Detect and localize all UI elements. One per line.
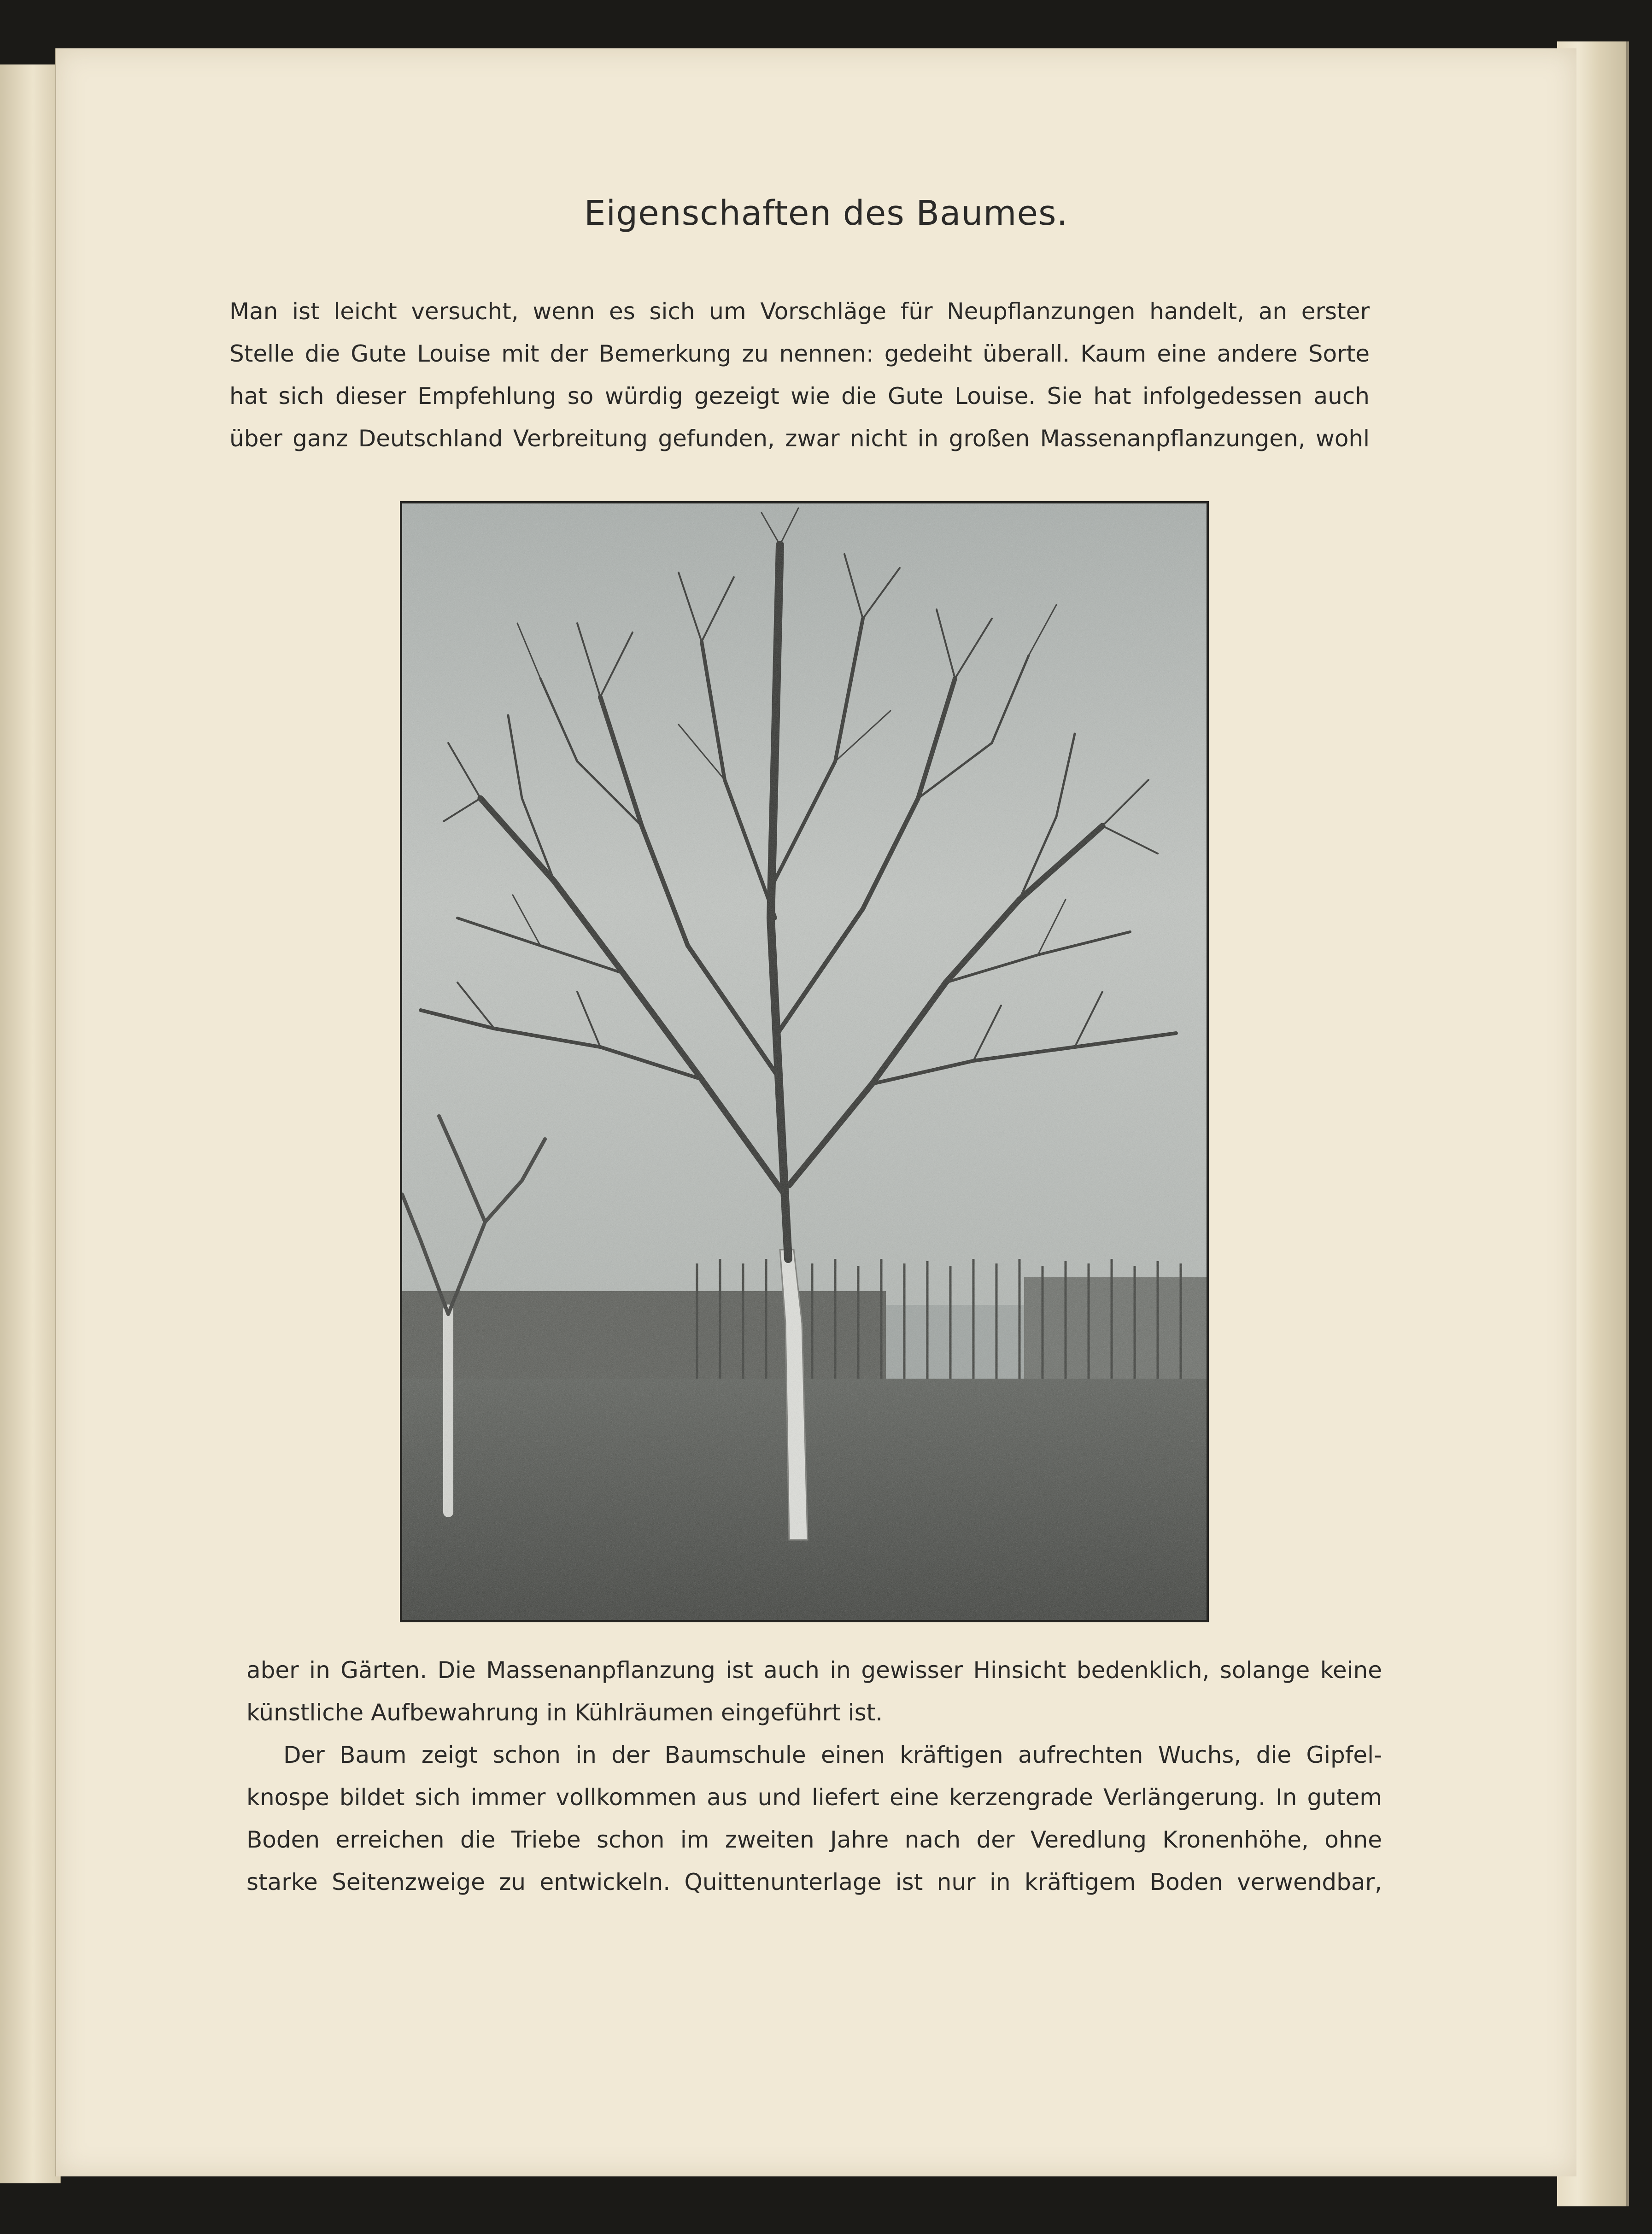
paragraph-2-line: aber in Gärten. Die Massenanpflanzung ist auch in gewisser Hinsicht bedenklich, solange keine (246, 1657, 1382, 1684)
paragraph-1-line: Man ist leicht versucht, wenn es sich um Vorschläge für Neupflanzungen handelt, an erster (229, 298, 1370, 325)
tree-photograph (400, 501, 1209, 1622)
paragraph-2-line: starke Seitenzweige zu entwickeln. Quittenunterlage ist nur in kräftigem Boden verwendbar, (246, 1869, 1382, 1895)
left-page-edge (0, 64, 61, 2183)
paragraph-2 (246, 1649, 1382, 1903)
paragraph-2-line: künstliche Aufbewahrung in Kühlräumen eingeführt ist. (246, 1699, 883, 1726)
paragraph-1-line: Stelle die Gute Louise mit der Bemerkung zu nennen: gedeiht überall. Kaum eine andere Sorte (229, 340, 1370, 367)
photo-grain (402, 503, 1207, 1620)
tree-illustration (402, 503, 1207, 1620)
paragraph-2-line: Boden erreichen die Triebe schon im zweiten Jahre nach der Veredlung Kronenhöhe, ohne (246, 1826, 1382, 1853)
page-heading: Eigenschaften des Baumes. (584, 193, 1068, 233)
paragraph-1-line: hat sich dieser Empfehlung so würdig gezeigt wie die Gute Louise. Sie hat infolgedessen auch (229, 383, 1370, 409)
paragraph-2-line: Der Baum zeigt schon in der Baumschule einen kräftigen aufrechten Wuchs, die Gipfel- (283, 1742, 1382, 1768)
paragraph-1-line: über ganz Deutschland Verbreitung gefunden, zwar nicht in großen Massenanpflanzungen, wohl (229, 425, 1370, 452)
paragraph-1 (229, 290, 1370, 460)
paragraph-2-line: knospe bildet sich immer vollkommen aus und liefert eine kerzengrade Verlängerung. In gutem (246, 1784, 1382, 1811)
